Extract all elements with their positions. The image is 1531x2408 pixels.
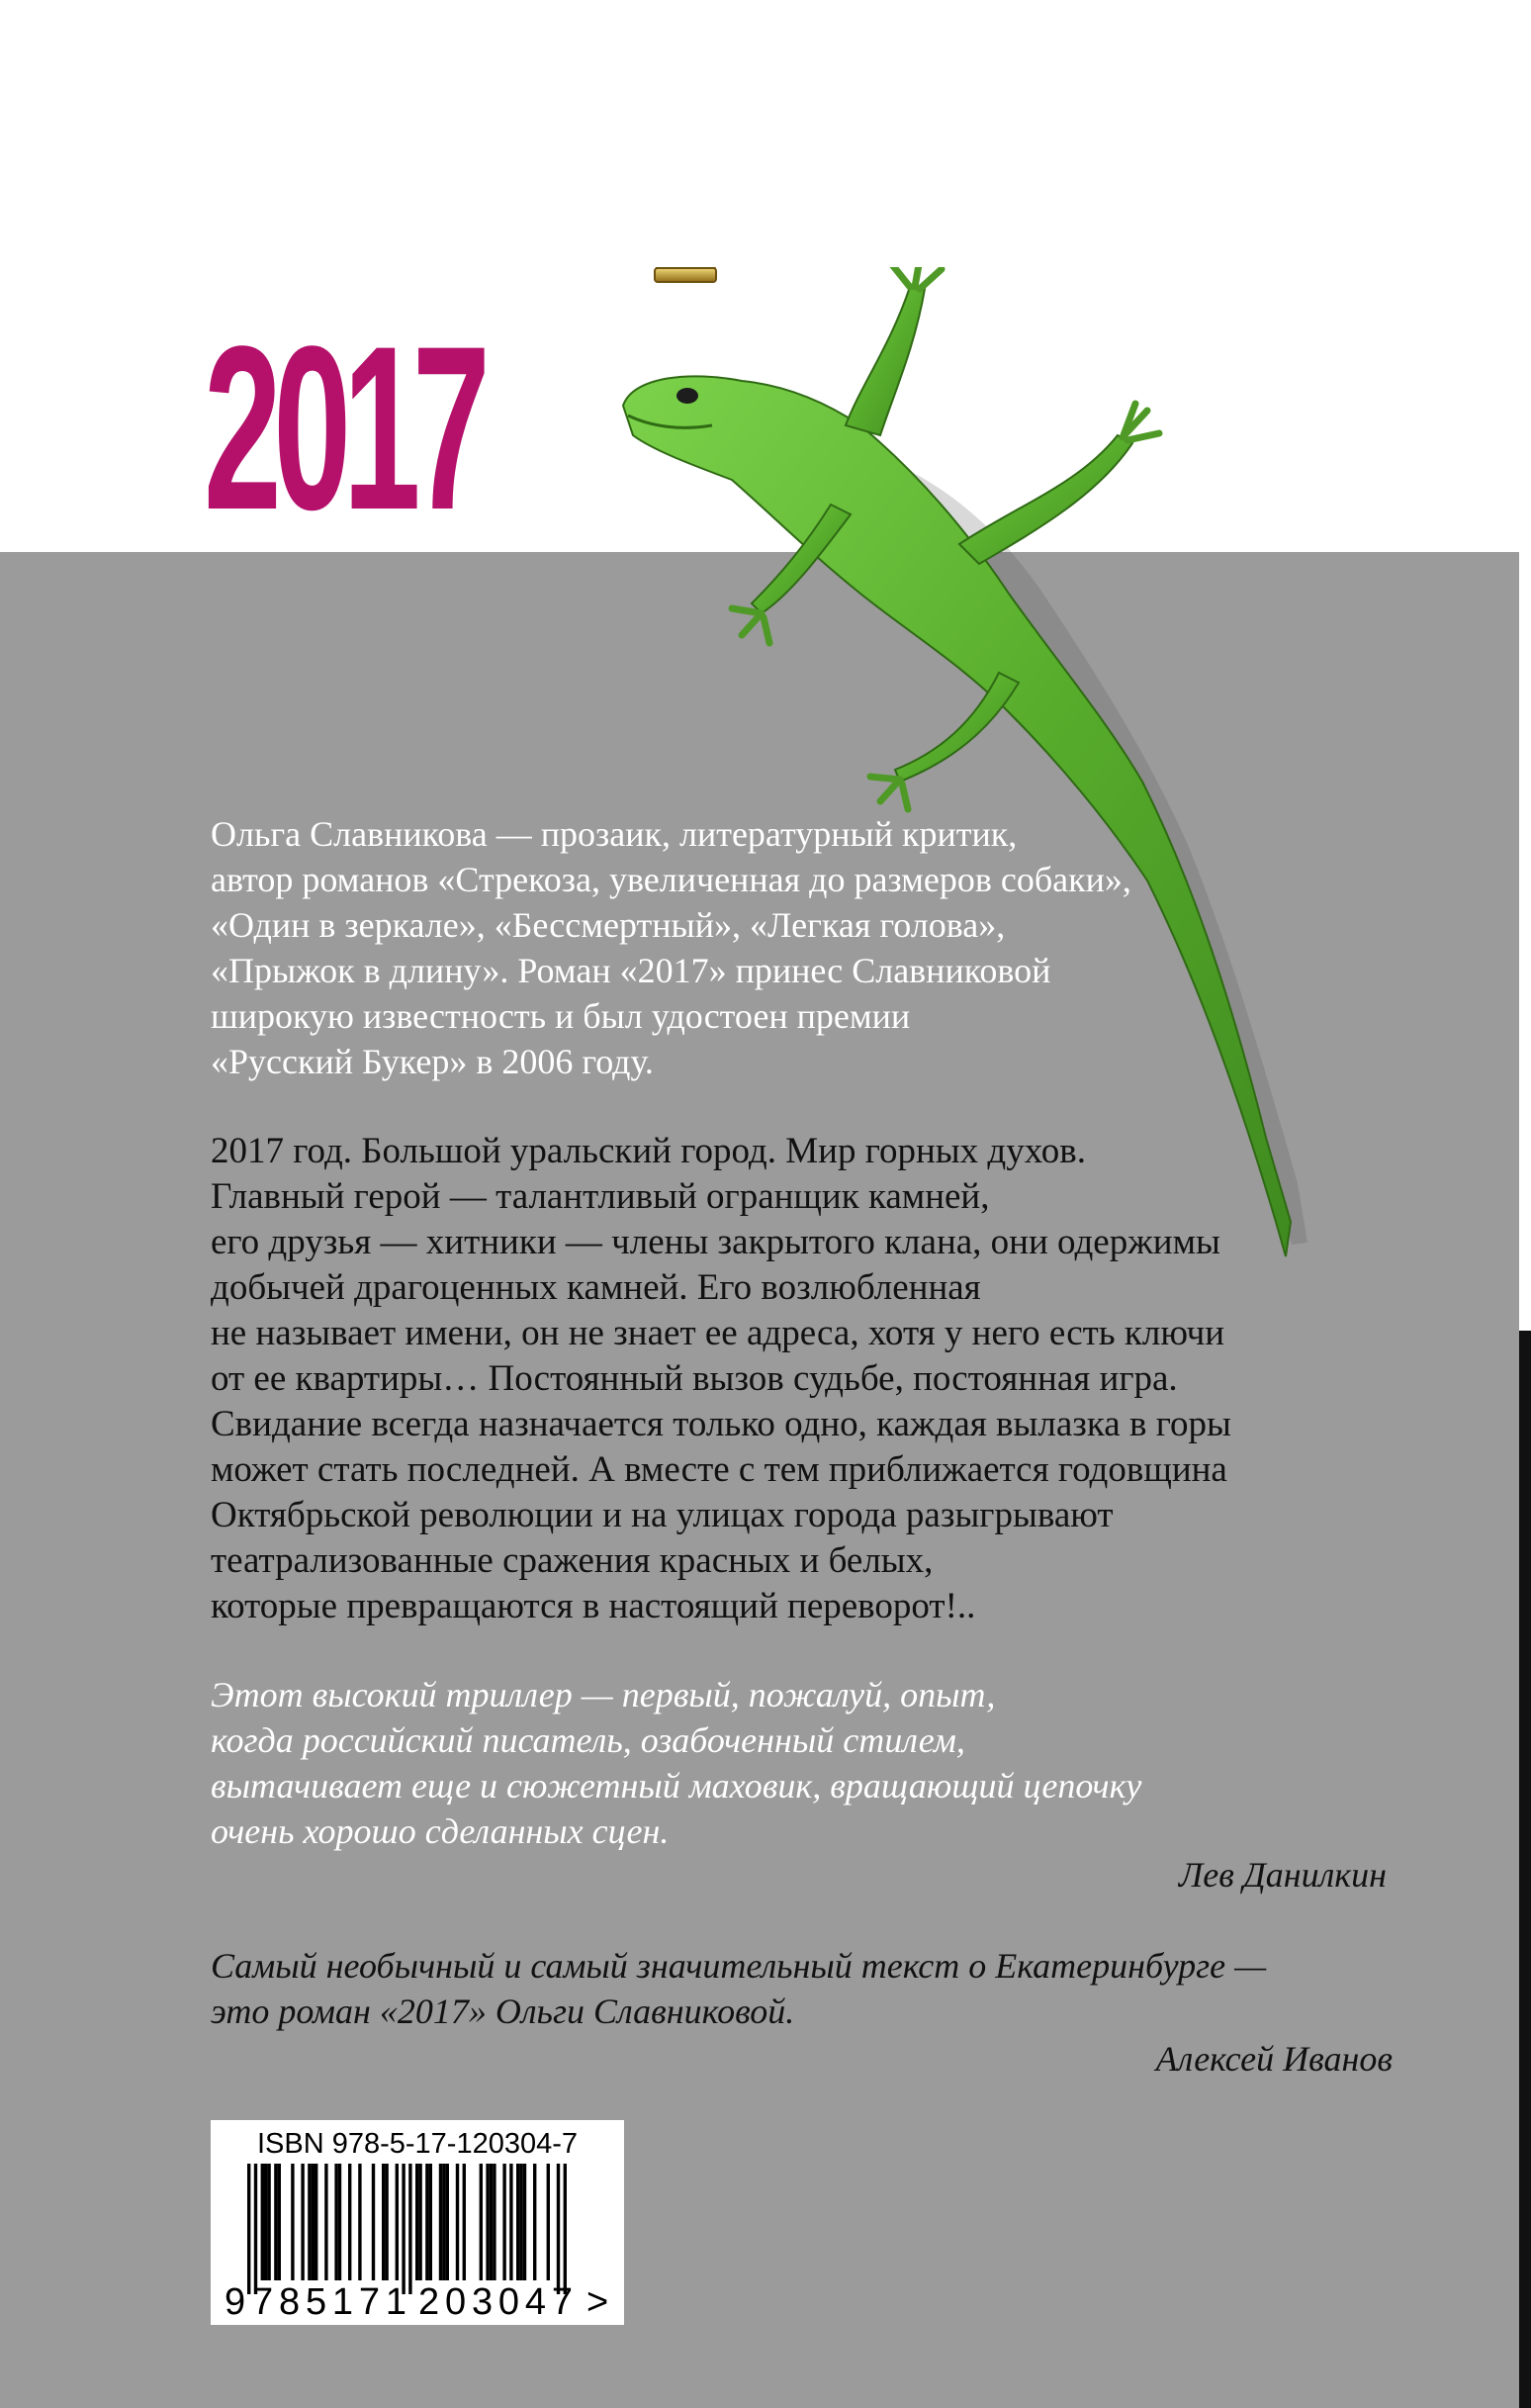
barcode-bar [372,2164,375,2280]
barcode-bar [486,2164,489,2280]
book-annotation-text: 2017 год. Большой уральский город. Мир горных духов. Главный герой — талантливый огранщик камней, его друзья — хитники — члены закрытого клана, они одержимы добычей драгоценных камней. Его возлюбленная не называет имени, он не знает ее адреса, хотя у него есть ключи от ее квартиры… Постоянный вызов судьбе, постоянная игра. Свидание всегда назначается только одно, каждая вылазка в горы может стать последней. А вместе с тем приближается годовщина Октябрьской революции и на улицах города разыгрывают театрализованные сражения красных и белых, которые превращаются в настоящий переворот!.. [211,1131,1231,1626]
barcode-bar [261,2164,264,2280]
review-author-2: Алексей Иванов [1155,2039,1393,2079]
author-bio [211,811,1397,1084]
barcode-bar [291,2164,294,2280]
barcode-bar [358,2164,361,2280]
spine-edge-strip [1519,1331,1531,2408]
barcode-bar [509,2164,512,2280]
barcode-bar [564,2164,567,2294]
barcode-quiet-mark: > [586,2281,609,2323]
barcode-graphic [211,2120,624,2325]
barcode-bar [312,2164,315,2280]
crown-icon [643,267,727,282]
barcode-bar [254,2164,257,2294]
barcode-bar [267,2164,270,2280]
barcode-digit-lead: 9 [225,2281,246,2323]
barcode-bar [533,2164,536,2280]
year-title: 2017 [204,298,483,559]
barcode-bar [402,2164,405,2294]
barcode-bar [301,2164,304,2280]
barcode-bar [408,2164,411,2294]
barcode-bar [442,2164,445,2280]
book-annotation [211,1129,1397,1629]
review-quote-1-text: Этот высокий триллер — первый, пожалуй, опыт, когда российский писатель, озабоченный стилем, вытачивает еще и сюжетный маховик, вращающий цепочку очень хорошо сделанных сцен. [211,1675,1142,1851]
barcode-bar [490,2164,493,2280]
barcode-bar [493,2164,495,2280]
barcode-bar [557,2164,560,2294]
barcode-bars [247,2164,567,2294]
barcode-bar [480,2164,483,2280]
review-quote-1 [211,1672,1397,1854]
barcode-bar [516,2164,519,2280]
barcode-bar [429,2164,432,2280]
barcode-bar [385,2164,388,2280]
barcode-digits-right: 203047 [418,2281,573,2323]
barcode-bar [382,2164,385,2280]
barcode-bar [502,2164,505,2280]
barcode-bar [463,2164,466,2280]
barcode-bar [324,2164,327,2280]
barcode-bar [348,2164,351,2280]
barcode-bar [315,2164,317,2280]
barcode-bar [523,2164,526,2280]
barcode-bar [274,2164,277,2280]
isbn-label: ISBN 978-5-17-120304-7 [256,2128,579,2160]
barcode-bar [418,2164,421,2280]
review-quote-2-text: Самый необычный и самый значительный текст о Екатеринбурге — это роман «2017» Ольги Славниковой. [211,1946,1267,2031]
barcode-digits-left: 785171 [252,2281,406,2323]
barcode-bar [334,2164,337,2280]
barcode-bar [547,2164,550,2280]
barcode-bar [519,2164,522,2280]
barcode-bar [247,2164,250,2294]
review-quote-2 [211,1943,1397,2034]
lizard-eye [676,388,698,404]
author-bio-text: Ольга Славникова — прозаик, литературный критик, автор романов «Стрекоза, увеличенная до размеров собаки», «Один в зеркале», «Бессмертный», «Легкая голова», «Прыжок в длину». Роман «2017» принес Славниковой широкую известность и был удостоен премии «Русский Букер» в 2006 году. [211,814,1131,1081]
barcode-bar [396,2164,399,2280]
barcode-bar [338,2164,341,2280]
barcode-bar [425,2164,428,2280]
barcode-bar [439,2164,442,2280]
barcode-bar [308,2164,311,2280]
barcode-bar [456,2164,459,2280]
barcode-bar [278,2164,281,2280]
barcode-bar [446,2164,449,2280]
isbn-barcode [211,2120,624,2325]
lizard-body [623,287,1291,1256]
review-author-1: Лев Данилкин [1178,1855,1387,1895]
barcode-bar [264,2164,267,2280]
barcode-bar [415,2164,418,2280]
